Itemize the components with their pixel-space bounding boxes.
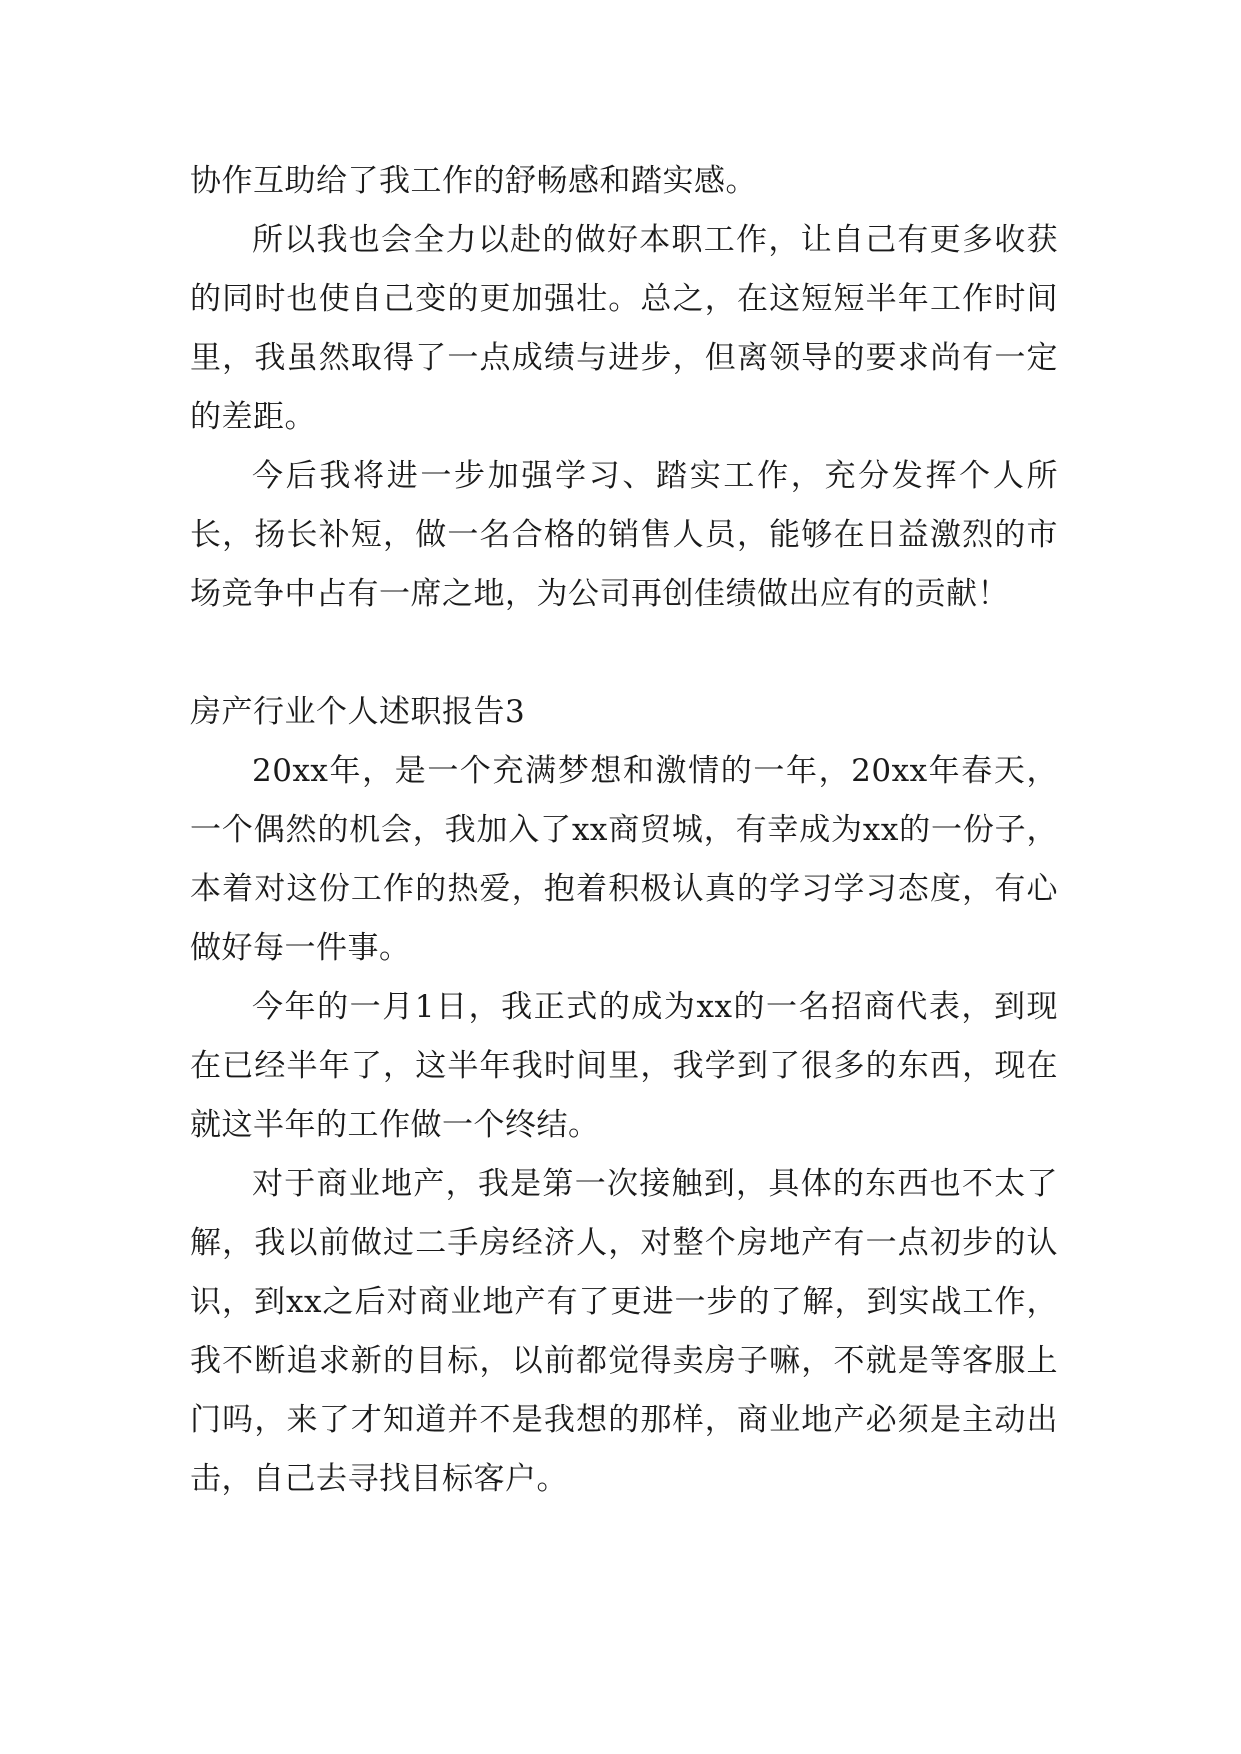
paragraph: 20xx年，是一个充满梦想和激情的一年，20xx年春天，一个偶然的机会，我加入了xx商贸城，有幸成为xx的一份子，本着对这份工作的热爱，抱着积极认真的学习学习态度，有心做好每一件事。 — [190, 753, 1058, 966]
paragraph: 今后我将进一步加强学习、踏实工作，充分发挥个人所长，扬长补短，做一名合格的销售人员，能够在日益激烈的市场竞争中占有一席之地，为公司再创佳绩做出应有的贡献！ — [190, 458, 1058, 612]
paragraph: 所以我也会全力以赴的做好本职工作，让自己有更多收获的同时也使自己变的更加强壮。总之，在这短短半年工作时间里，我虽然取得了一点成绩与进步，但离领导的要求尚有一定的差距。 — [190, 222, 1058, 435]
document-body — [190, 152, 1058, 1509]
section-heading: 房产行业个人述职报告3 — [190, 694, 526, 730]
paragraph: 今年的一月1日，我正式的成为xx的一名招商代表，到现在已经半年了，这半年我时间里，我学到了很多的东西，现在就这半年的工作做一个终结。 — [190, 989, 1058, 1143]
paragraph-continuation: 协作互助给了我工作的舒畅感和踏实感。 — [190, 163, 757, 199]
paragraph: 对于商业地产，我是第一次接触到，具体的东西也不太了解，我以前做过二手房经济人，对整个房地产有一点初步的认识，到xx之后对商业地产有了更进一步的了解，到实战工作，我不断追求新的目标，以前都觉得卖房子嘛，不就是等客服上门吗，来了才知道并不是我想的那样，商业地产必须是主动出击，自己去寻找目标客户。 — [190, 1166, 1058, 1497]
